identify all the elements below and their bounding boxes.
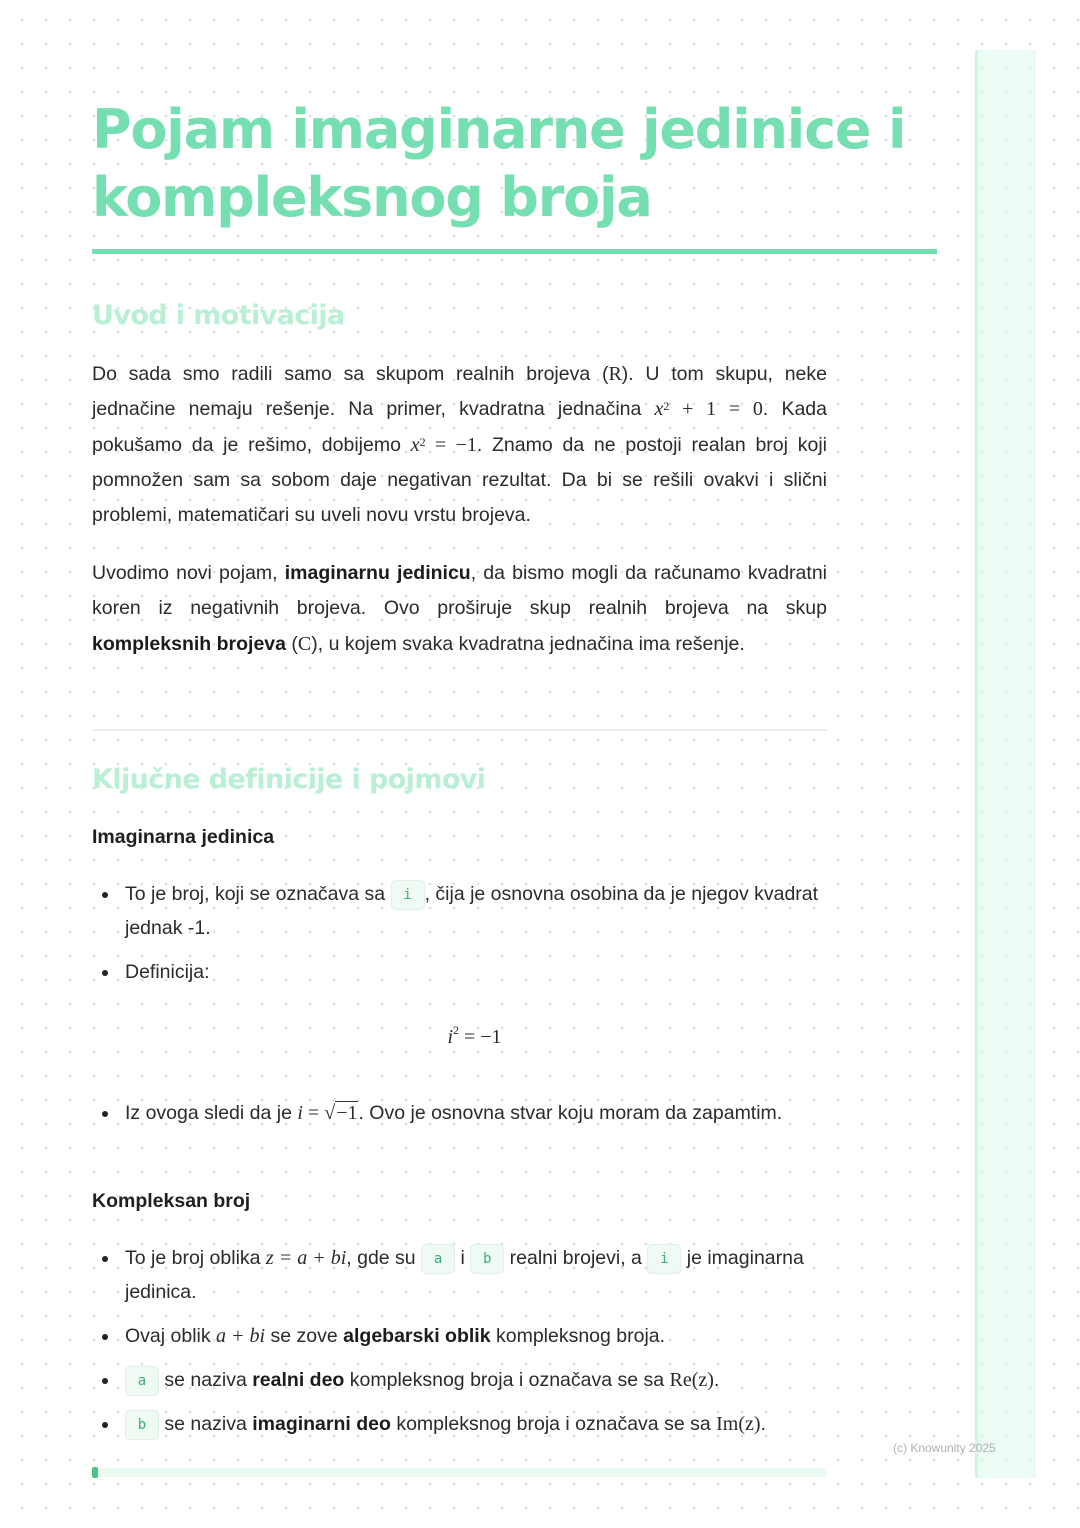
title-line-1: Pojam imaginarne jedinice i xyxy=(92,98,906,161)
bottom-marker xyxy=(92,1467,98,1478)
text: , gde su xyxy=(346,1247,422,1269)
text: realni brojevi, a xyxy=(504,1247,648,1269)
bullet-icon xyxy=(102,1422,108,1428)
text: ), u kojem svaka kvadratna jednačina ima rešenje. xyxy=(311,632,745,655)
text: . xyxy=(760,1413,766,1435)
section-heading-intro: Uvod i motivacija xyxy=(92,300,345,331)
list-item xyxy=(92,1096,827,1130)
bold-term: imaginarnu jedinicu xyxy=(284,562,471,584)
sqrt-expression: √−1 xyxy=(324,1102,358,1124)
text: , čija je osnovna osobina da je njegov kvadrat jednak -1. xyxy=(125,883,819,939)
text: . Kada pokušamo da je rešimo, dobijemo xyxy=(92,398,827,456)
side-strip xyxy=(975,50,1036,1478)
bullet-icon xyxy=(102,1256,108,1262)
inline-code: b xyxy=(125,1410,159,1440)
list-item xyxy=(92,1319,827,1353)
math-re: Re(z) xyxy=(669,1369,714,1391)
list-item xyxy=(92,1363,827,1397)
math-var: x xyxy=(654,398,664,421)
math-R: R xyxy=(608,363,622,385)
bold-term: imaginarni deo xyxy=(252,1413,391,1435)
text: Uvodimo novi pojam, xyxy=(92,562,285,584)
text: . xyxy=(713,1369,720,1391)
bullet-icon xyxy=(102,1111,108,1117)
text: kompleksnog broja. xyxy=(490,1325,666,1347)
math-exp: 2 xyxy=(453,1023,459,1037)
text: To je broj oblika xyxy=(125,1247,266,1269)
text: . Znamo da ne postoji realan broj koji pomnožen sam sa sobom daje negativan rezultat. Da bi se rešili ovakvi i slični problemi, matematičari su uveli novu vrstu brojeva. xyxy=(92,433,827,527)
text: Ovaj oblik xyxy=(125,1325,217,1347)
text: , da bismo mogli da računamo kvadratni koren iz negativnih brojeva. Ovo proširuje skup realnih brojeva na skup xyxy=(92,562,827,620)
math-rest: + 1 = 0 xyxy=(669,398,763,421)
bullet-icon xyxy=(102,892,108,898)
section-divider xyxy=(92,729,827,731)
math-rest: = −1 xyxy=(459,1026,502,1048)
bottom-scroll-bar xyxy=(92,1468,827,1477)
list-item xyxy=(92,1241,827,1309)
formula: z = a + bi xyxy=(265,1247,347,1269)
equation-x2-minus-1 xyxy=(411,434,477,456)
bold-term: realni deo xyxy=(252,1369,345,1391)
section-heading-definitions: Ključne definicije i pojmovi xyxy=(92,764,486,795)
text: se naziva xyxy=(159,1413,253,1435)
imaginary-unit-list-2 xyxy=(92,1096,827,1130)
bold-term: algebarski oblik xyxy=(343,1325,491,1347)
math-im: Im(z) xyxy=(716,1413,761,1435)
math-var: x xyxy=(410,433,420,456)
copyright-text: (c) Knowunity 2025 xyxy=(893,1441,996,1455)
math-exp: 2 xyxy=(663,399,670,414)
bullet-icon xyxy=(102,1334,108,1340)
imaginary-unit-list xyxy=(92,877,827,989)
text: i xyxy=(455,1247,471,1269)
math-rest: = −1 xyxy=(425,433,477,456)
definition-equation xyxy=(92,1023,857,1049)
math-C: C xyxy=(297,632,312,655)
math-op: = xyxy=(302,1102,325,1124)
text: se naziva xyxy=(159,1369,253,1391)
radicand: −1 xyxy=(336,1102,358,1124)
text: . Ovo je osnovna stvar koju moram da zapamtim. xyxy=(358,1102,783,1124)
list-item xyxy=(92,1407,827,1441)
text: ). U tom skupu, neke jednačine nemaju rešenje. Na primer, kvadratna jednačina xyxy=(92,363,827,421)
title-line-2: kompleksnog broja xyxy=(92,166,652,229)
intro-paragraph-2 xyxy=(92,556,827,662)
text: kompleksnog broja i označava se sa xyxy=(344,1369,670,1391)
inline-code: a xyxy=(125,1366,159,1396)
inline-code: b xyxy=(470,1244,504,1274)
inline-code: a xyxy=(421,1244,455,1274)
text: kompleksnog broja i označava se sa xyxy=(390,1413,717,1435)
page-title xyxy=(92,96,937,232)
complex-number-list xyxy=(92,1241,827,1441)
equation-x2-plus-1 xyxy=(655,398,763,420)
math-exp: 2 xyxy=(419,434,426,449)
text: je imaginarna jedinica. xyxy=(125,1247,804,1303)
text: ( xyxy=(285,632,298,655)
text: Iz ovoga sledi da je xyxy=(125,1102,298,1124)
inline-code: i xyxy=(647,1244,681,1274)
list-item xyxy=(92,877,827,945)
list-item xyxy=(92,955,827,989)
text: To je broj, koji se označava sa xyxy=(125,883,391,905)
math-var: i xyxy=(447,1026,453,1048)
subheading-complex-number: Kompleksan broj xyxy=(92,1190,251,1212)
math-var: i xyxy=(297,1102,303,1124)
text: Do sada smo radili samo sa skupom realnih brojeva ( xyxy=(92,363,609,385)
title-underline xyxy=(92,249,937,254)
formula: a + bi xyxy=(216,1325,266,1347)
text: Definicija: xyxy=(125,961,210,983)
bullet-icon xyxy=(102,1378,108,1384)
text: se zove xyxy=(265,1325,344,1347)
inline-code: i xyxy=(391,880,425,910)
subheading-imaginary-unit: Imaginarna jedinica xyxy=(92,826,275,848)
bold-term: kompleksnih brojeva xyxy=(92,632,286,655)
bullet-icon xyxy=(102,970,108,976)
intro-paragraph-1 xyxy=(92,357,827,533)
